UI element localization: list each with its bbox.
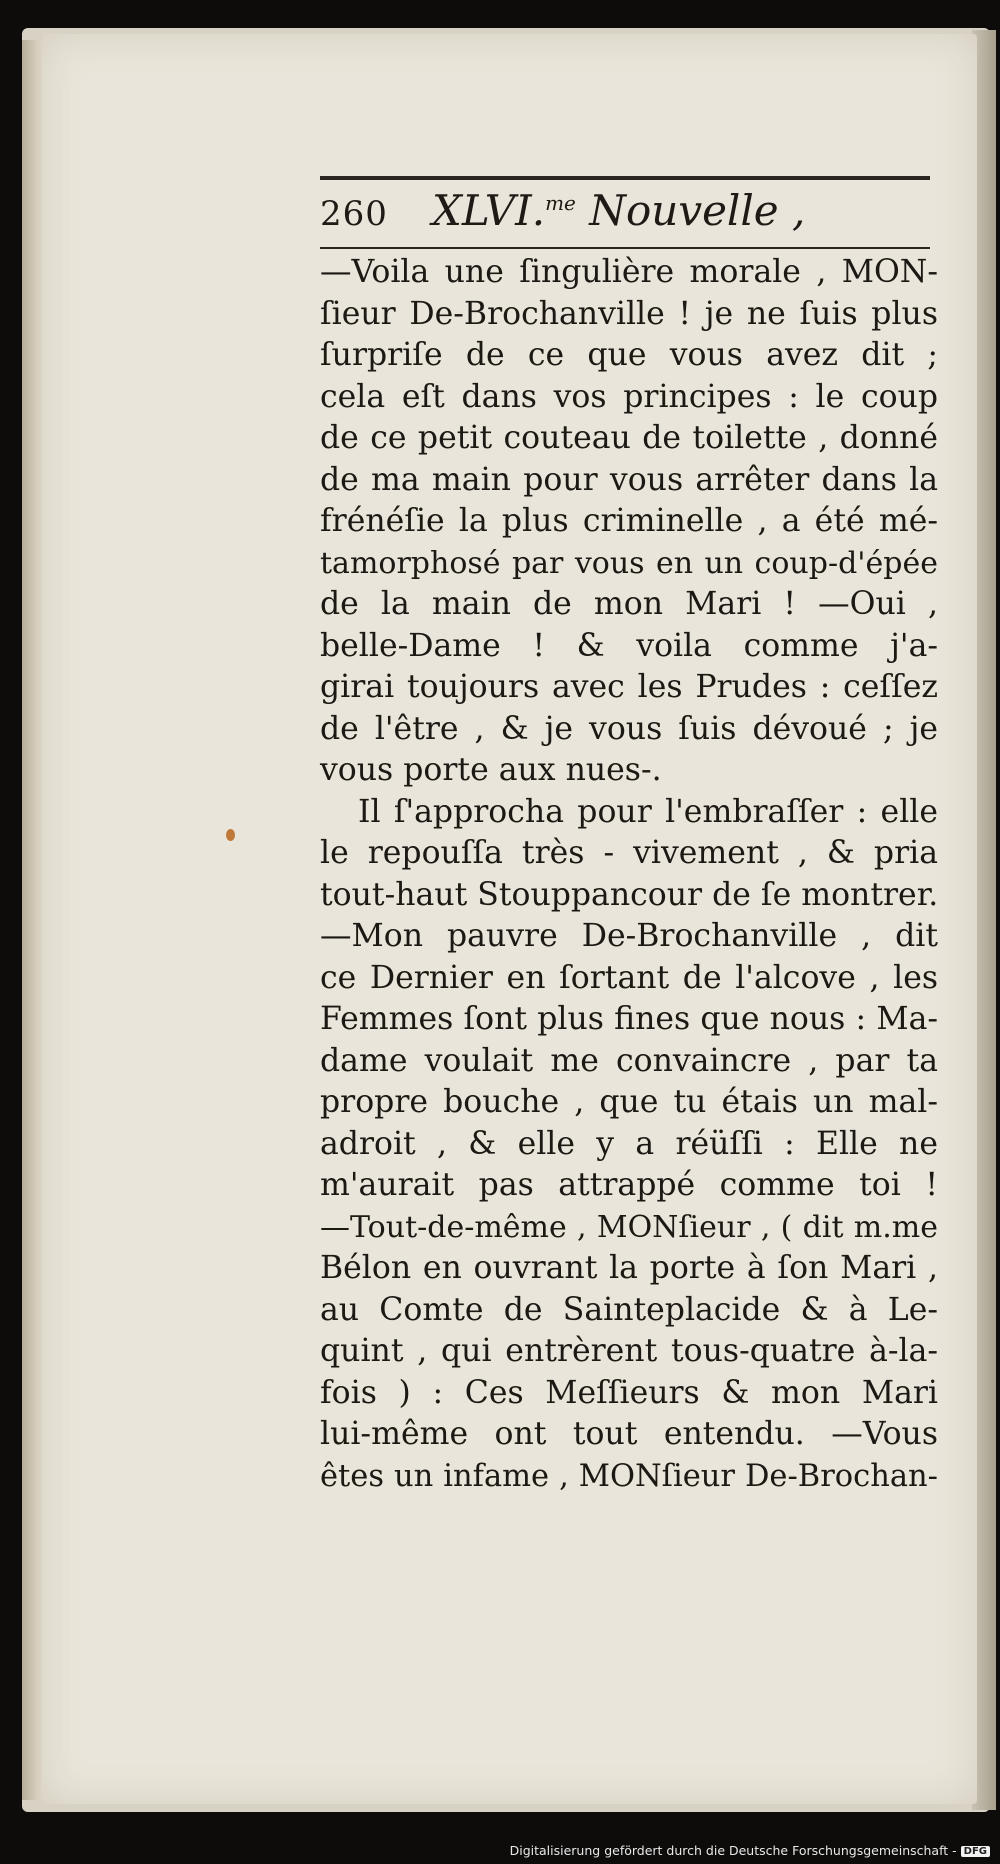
text-line: fois ) : Ces Meſſieurs & mon Mari bbox=[320, 1374, 938, 1411]
text-line: —Tout-de-même , MONſieur , ( dit m.me bbox=[320, 1209, 938, 1245]
text-line: frénéſie la plus criminelle , a été mé- bbox=[320, 503, 938, 539]
text-line: m'aurait pas attrappé comme toi ! bbox=[320, 1167, 938, 1203]
text-line: Il ſ'approcha pour l'embraſſer : elle bbox=[358, 793, 938, 830]
text-line: ſieur De-Brochanville ! je ne ſuis plus bbox=[320, 295, 938, 332]
text-line: au Comte de Sainteplacide & à Le- bbox=[320, 1291, 938, 1328]
text-line: de ce petit couteau de toilette , donné bbox=[320, 420, 938, 456]
text-line: quint , qui entrèrent tous-quatre à-la- bbox=[320, 1333, 938, 1369]
text-line: —Mon pauvre De-Brochanville , dit bbox=[320, 918, 938, 954]
text-line: de l'être , & je vous ſuis dévoué ; je bbox=[320, 710, 938, 747]
text-line: propre bouche , que tu étais un mal- bbox=[320, 1084, 938, 1120]
text-line: —Voila une ſingulière morale , MON- bbox=[320, 254, 938, 290]
text-line: girai toujours avec les Prudes : ceſſez bbox=[320, 669, 938, 705]
text-line: Bélon en ouvrant la porte à ſon Mari , bbox=[320, 1250, 938, 1286]
page-number: 260 bbox=[320, 194, 388, 234]
running-title bbox=[432, 186, 805, 235]
running-title-numeral: XLVI. bbox=[432, 186, 546, 235]
running-header bbox=[320, 186, 930, 242]
text-line: dame voulait me convaincre , par ta bbox=[320, 1042, 938, 1079]
text-line: belle-Dame ! & voila comme j'a- bbox=[320, 627, 938, 664]
text-line: êtes un infame , MONſieur De-Brochan- bbox=[320, 1458, 938, 1494]
text-line: adroit , & elle y a réüſſi : Elle ne bbox=[320, 1125, 938, 1162]
header-rule-top bbox=[320, 176, 930, 180]
header-rule-bottom bbox=[320, 247, 930, 249]
text-line: tamorphosé par vous en un coup-d'épée bbox=[320, 545, 938, 581]
text-line: le repouſſa très - vivement , & pria bbox=[320, 835, 938, 871]
credit-text: Digitalisierung gefördert durch die Deutsche Forschungsgemeinschaft - bbox=[509, 1843, 957, 1858]
text-line: de la main de mon Mari ! —Oui , bbox=[320, 586, 938, 622]
text-line: Femmes ſont plus fines que nous : Ma- bbox=[320, 1001, 938, 1037]
digitization-credit bbox=[510, 1843, 990, 1858]
running-title-superscript: me bbox=[545, 191, 576, 215]
text-line: vous porte aux nues-. bbox=[320, 752, 662, 788]
text-line: ce Dernier en ſortant de l'alcove , les bbox=[320, 959, 938, 996]
text-line: ſurpriſe de ce que vous avez dit ; bbox=[320, 337, 938, 373]
dfg-logo: DFG bbox=[961, 1846, 990, 1857]
text-line: de ma main pour vous arrêter dans la bbox=[320, 461, 938, 498]
text-line: cela eſt dans vos principes : le coup bbox=[320, 378, 938, 415]
text-line: lui-même ont tout entendu. —Vous bbox=[320, 1416, 938, 1452]
body-text bbox=[320, 252, 938, 1497]
ink-spot bbox=[226, 829, 235, 841]
running-title-text: Nouvelle , bbox=[575, 186, 806, 235]
text-line: tout-haut Stouppancour de ſe montrer. bbox=[320, 876, 939, 913]
